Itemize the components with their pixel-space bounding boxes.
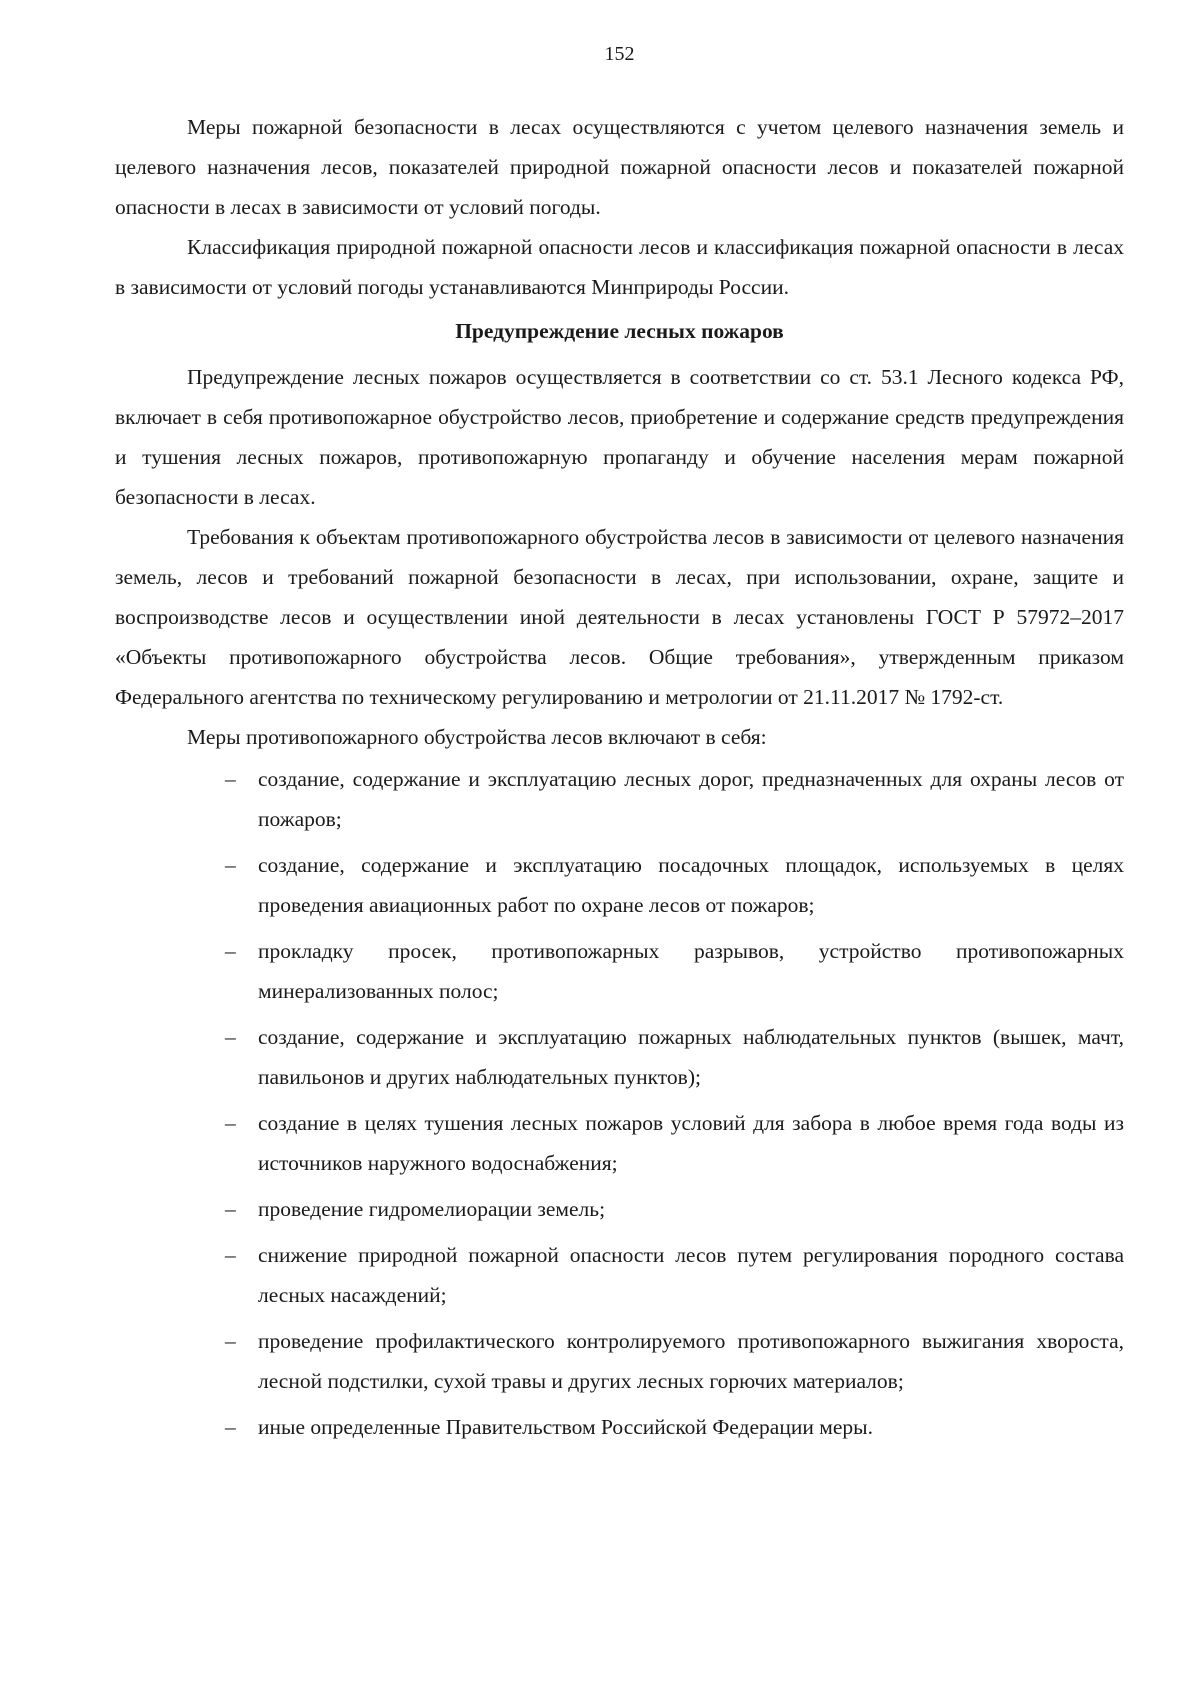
list-item-text: прокладку просек, противопожарных разрывов, устройство противопожарных минерализованных полос; — [258, 939, 1124, 1003]
list-marker: – — [225, 1197, 236, 1221]
list-marker: – — [225, 1415, 236, 1439]
paragraph-fire-safety-measures: Меры пожарной безопасности в лесах осуществляются с учетом целевого назначения земель и целевого назначения лесов, показателей природной пожарной опасности лесов и показателей пожарной опасности в лесах в зависимости от условий погоды. — [115, 115, 1124, 219]
page-content — [115, 107, 1124, 1453]
list-item-text: создание, содержание и эксплуатацию посадочных площадок, используемых в целях проведения авиационных работ по охране лесов от пожаров; — [258, 853, 1124, 917]
list-item — [115, 1017, 1124, 1097]
list-item — [115, 759, 1124, 839]
paragraph-requirements: Требования к объектам противопожарного обустройства лесов в зависимости от целевого назначения земель, лесов и требований пожарной безопасности в лесах, при использовании, охране, защите и воспроизводстве лесов и осуществлении иной деятельности в лесах установлены ГОСТ Р 57972–2017 «Объекты противопожарного обустройства лесов. Общие требования», утвержденным приказом Федерального агентства по техническому регулированию и метрологии от 21.11.2017 № 1792-ст. — [115, 525, 1124, 709]
page-number: 152 — [604, 43, 635, 65]
list-marker: – — [225, 1243, 236, 1267]
paragraph-measures-intro: Меры противопожарного обустройства лесов включают в себя: — [187, 725, 767, 749]
section-heading: Предупреждение лесных пожаров — [455, 319, 784, 343]
list-item-text: создание, содержание и эксплуатацию пожарных наблюдательных пунктов (вышек, мачт, павильонов и других наблюдательных пунктов); — [258, 1025, 1124, 1089]
list-item-text: проведение профилактического контролируемого противопожарного выжигания хвороста, лесной подстилки, сухой травы и других лесных горючих материалов; — [258, 1329, 1124, 1393]
list-item — [115, 1189, 1124, 1229]
list-marker: – — [225, 1025, 236, 1049]
list-item-text: проведение гидромелиорации земель; — [258, 1197, 606, 1221]
list-marker: – — [225, 1329, 236, 1353]
paragraph-classification: Классификация природной пожарной опасности лесов и классификация пожарной опасности в лесах в зависимости от условий погоды устанавливаются Минприроды России. — [115, 235, 1124, 299]
list-marker: – — [225, 767, 236, 791]
list-item — [115, 845, 1124, 925]
list-marker: – — [225, 1111, 236, 1135]
list-item — [115, 1407, 1124, 1447]
list-item — [115, 1321, 1124, 1401]
list-item-text: иные определенные Правительством Российской Федерации меры. — [258, 1415, 873, 1439]
measures-list — [115, 759, 1124, 1447]
list-marker: – — [225, 939, 236, 963]
list-item — [115, 1235, 1124, 1315]
list-item — [115, 931, 1124, 1011]
list-item-text: создание в целях тушения лесных пожаров условий для забора в любое время года воды из источников наружного водоснабжения; — [258, 1111, 1124, 1175]
list-item-text: создание, содержание и эксплуатацию лесных дорог, предназначенных для охраны лесов от пожаров; — [258, 767, 1124, 831]
paragraph-prevention: Предупреждение лесных пожаров осуществляется в соответствии со ст. 53.1 Лесного кодекса РФ, включает в себя противопожарное обустройство лесов, приобретение и содержание средств предупреждения и тушения лесных пожаров, противопожарную пропаганду и обучение населения мерам пожарной безопасности в лесах. — [115, 365, 1124, 509]
list-item — [115, 1103, 1124, 1183]
list-marker: – — [225, 853, 236, 877]
list-item-text: снижение природной пожарной опасности лесов путем регулирования породного состава лесных насаждений; — [258, 1243, 1124, 1307]
